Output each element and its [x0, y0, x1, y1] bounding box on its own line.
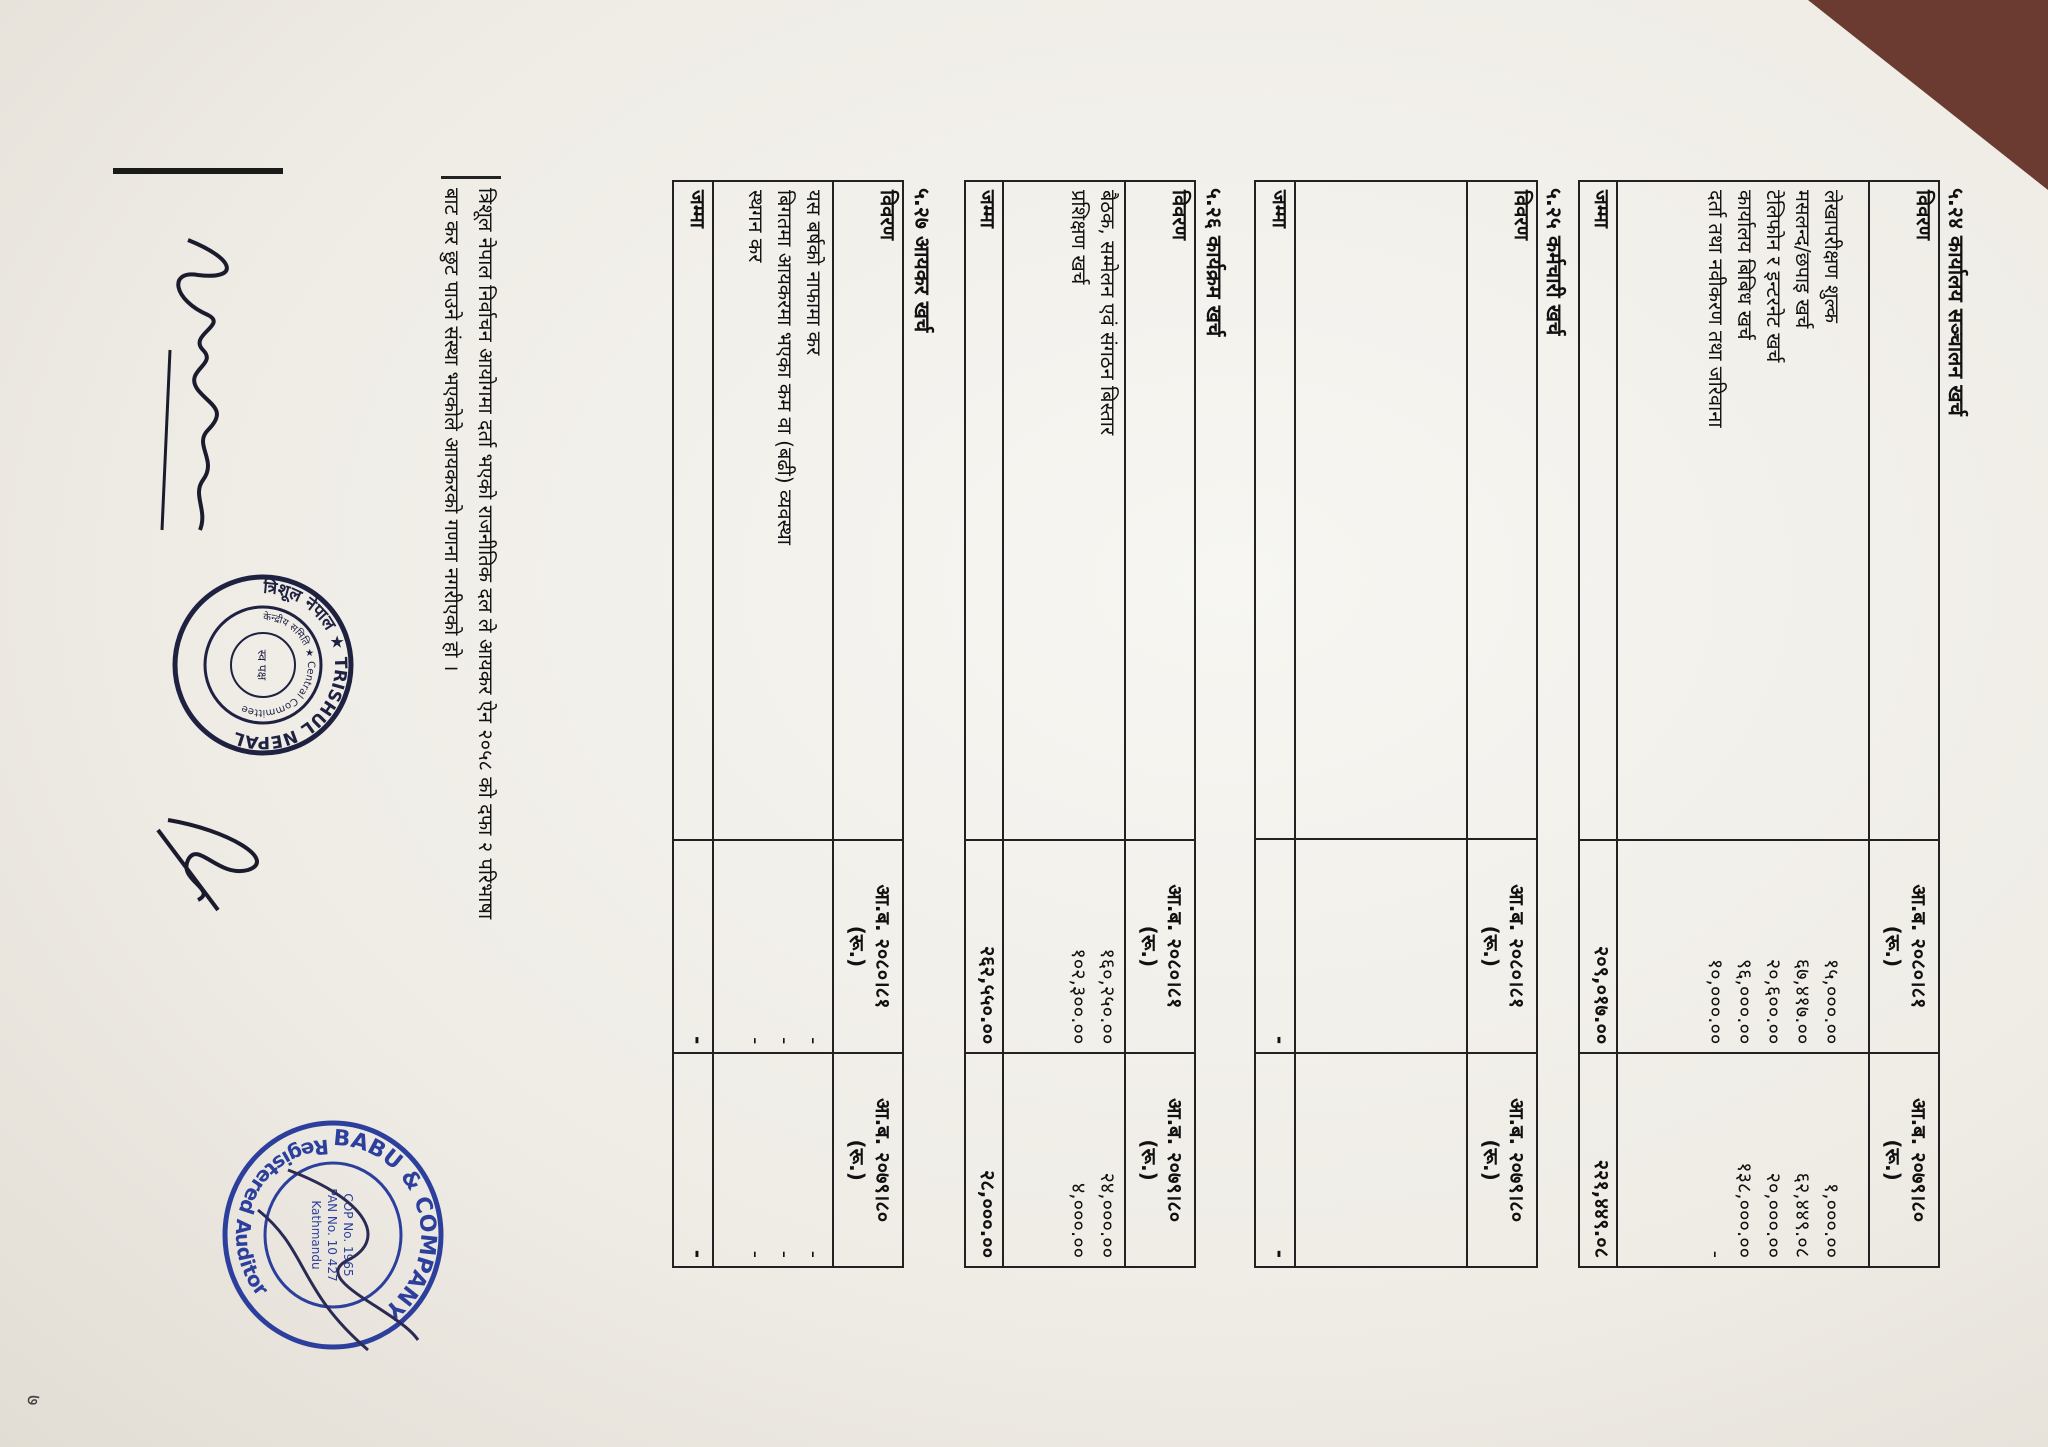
row-labels: बैठक, सम्मेलन एवं संगठन बिस्तार प्रशिक्षण खर्च	[1003, 181, 1125, 840]
party-seal	[168, 570, 358, 760]
fy-current-header: आ.ब. २०८०।८१ (रू.)	[1125, 840, 1195, 1054]
total-current: -	[673, 840, 713, 1054]
total-label: जम्मा	[965, 181, 1003, 840]
fy-current-header: आ.ब. २०८०।८१ (रू.)	[1467, 839, 1537, 1053]
svg-text:Registered Auditor: Registered Auditor	[230, 1134, 330, 1301]
total-row	[965, 181, 1003, 1267]
total-current: -	[1255, 839, 1295, 1053]
table-header-row	[833, 181, 903, 1267]
svg-text:PAN No. 10 427: PAN No. 10 427	[325, 1188, 339, 1282]
desc-header: विवरण	[1869, 181, 1939, 840]
table-header-row	[1125, 181, 1195, 1267]
fy-prev-header: आ.ब. २०७९।८० (रू.)	[1125, 1053, 1195, 1267]
note-line-2: बाट कर छुट पाउने संस्था भएकोले आयकरको गणना नगरीएको हो ।	[440, 188, 464, 672]
table-header-row	[1869, 181, 1939, 1267]
row-current-values: - - -	[713, 840, 833, 1054]
total-current: २०९,०१७.००	[1579, 840, 1617, 1054]
table-row	[713, 181, 833, 1267]
signature-line	[113, 168, 283, 174]
note-line-1: त्रिशूल नेपाल निर्वाचन आयोगमा दर्ता भएको राजनीतिक दल ले आयकर ऐन २०५८ को दफा २ परिभाषा	[474, 188, 498, 920]
section-title-5-25: ५.२५ कर्मचारी खर्च	[1542, 188, 1566, 336]
fy-prev-header: आ.ब. २०७९।८० (रू.)	[1467, 1053, 1537, 1267]
fy-prev-header: आ.ब. २०७९।८० (रू.)	[833, 1053, 903, 1267]
total-prev: -	[673, 1053, 713, 1267]
auditor-stamp	[208, 1110, 458, 1360]
row-prev-values: - - -	[713, 1053, 833, 1267]
total-row	[1255, 181, 1295, 1267]
section-title-5-24: ५.२४ कार्यालय सञ्चालन खर्च	[1944, 188, 1968, 416]
table-row	[1003, 181, 1125, 1267]
handwritten-signature-2	[148, 800, 288, 920]
desc-header: विवरण	[1125, 181, 1195, 840]
total-row	[1579, 181, 1617, 1267]
section-title-5-27: ५.२७ आयकर खर्च	[910, 188, 934, 333]
row-labels: लेखापरीक्षण शुल्क मसलन्द/छपाइ खर्च टेलिफोन र इन्टरनेट खर्च कार्यालय बिबिध खर्च दर्ता तथा नवीकरण तथा जरिवाना	[1617, 181, 1869, 840]
table-program-expenses	[964, 180, 1196, 1268]
svg-text:स्व पक्ष: स्व पक्ष	[255, 649, 269, 681]
section-title-5-26: ५.२६ कार्यक्रम खर्च	[1202, 188, 1226, 337]
fy-current-header: आ.ब. २०८०।८१ (रू.)	[833, 840, 903, 1054]
total-prev: २८,०००.००	[965, 1053, 1003, 1267]
total-row	[673, 181, 713, 1267]
fy-current-header: आ.ब. २०८०।८१ (रू.)	[1869, 840, 1939, 1054]
total-prev: -	[1255, 1053, 1295, 1267]
total-label: जम्मा	[673, 181, 713, 840]
table-header-row	[1467, 181, 1537, 1267]
svg-text:केन्द्रीय समिति ★ Central Comm: केन्द्रीय समिति ★ Central Committee	[239, 611, 317, 719]
table-office-expenses	[1578, 180, 1940, 1268]
table-staff-expenses	[1254, 180, 1538, 1268]
row-current-values: १५,०००.०० ६७,४१७.०० २०,६००.०० ९६,०००.०० १०,०००.००	[1617, 840, 1869, 1054]
total-current: २६२,५५०.००	[965, 840, 1003, 1054]
total-label: जम्मा	[1255, 181, 1295, 839]
row-prev-values: २४,०००.०० ४,०००.००	[1003, 1053, 1125, 1267]
table-income-tax	[672, 180, 904, 1268]
svg-text:Kathmandu: Kathmandu	[309, 1200, 323, 1270]
row-current-values: १६०,२५०.०० १०२,३००.००	[1003, 840, 1125, 1054]
row-labels: यस बर्षको नाफामा कर बिगतमा आयकरमा भएका कम वा (बढी) व्यवस्था स्थगन कर	[713, 181, 833, 840]
note-margin-bar	[441, 176, 501, 179]
total-label: जम्मा	[1579, 181, 1617, 840]
table-row	[1295, 181, 1467, 1267]
page-number: ७	[22, 1395, 46, 1406]
table-row	[1617, 181, 1869, 1267]
desc-header: विवरण	[1467, 181, 1537, 839]
svg-text:COP No. 1965: COP No. 1965	[341, 1193, 355, 1277]
handwritten-signature-1	[148, 230, 258, 540]
total-prev: २२१,४४९.०८	[1579, 1053, 1617, 1267]
tax-exemption-note	[435, 188, 503, 1268]
svg-text:त्रिशूल नेपाल ★ TRISHUL NEPAL: त्रिशूल नेपाल ★ TRISHUL NEPAL	[231, 577, 351, 753]
row-prev-values: १,०००.०० ६२,४४९.०८ २०,०००.०० १३८,०००.०० -	[1617, 1053, 1869, 1267]
desc-header: विवरण	[833, 181, 903, 840]
fy-prev-header: आ.ब. २०७९।८० (रू.)	[1869, 1053, 1939, 1267]
svg-text:BABU & COMPANY: BABU & COMPANY	[332, 1125, 441, 1324]
